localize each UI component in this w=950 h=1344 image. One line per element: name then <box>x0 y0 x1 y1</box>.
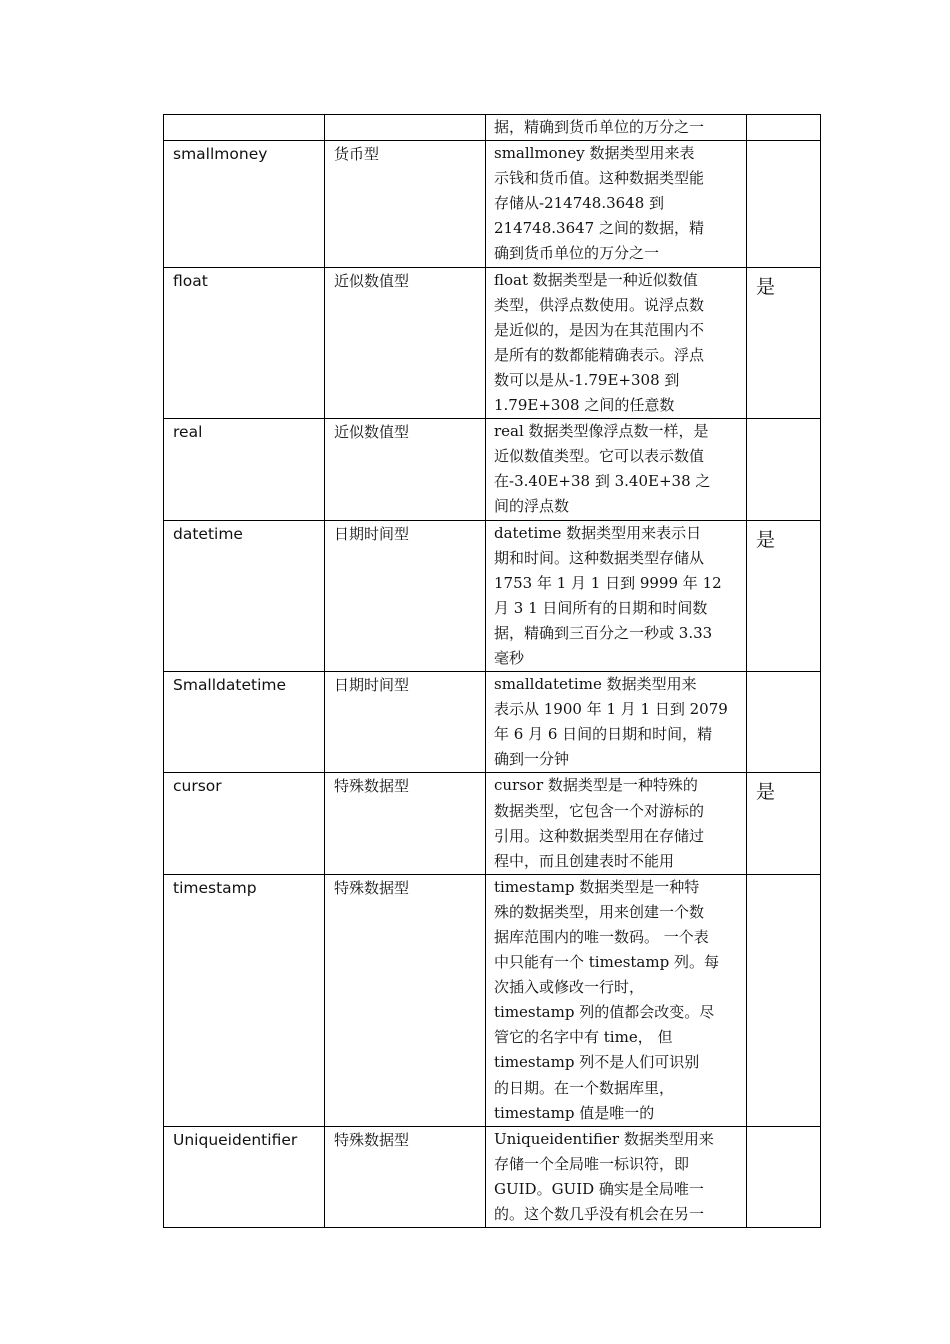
type-description: float 数据类型是一种近似数值 类型，供浮点数使用。说浮点数 是近似的，是因为在其范围内不 是所有的数都能精确表示。浮点 数可以是从-1.79E+308 到 1.79E+308 之间的任意数 <box>494 270 705 415</box>
type-description: 据，精确到货币单位的万分之一 <box>494 118 705 136</box>
type-name: smallmoney <box>173 145 268 164</box>
type-name: cursor <box>173 777 222 796</box>
type-flag <box>747 875 820 882</box>
type-flag <box>747 115 820 122</box>
type-name-cell <box>164 115 325 141</box>
type-category: 近似数值型 <box>334 271 410 290</box>
type-name-cell <box>164 874 325 1126</box>
table-row <box>164 520 821 672</box>
type-flag-cell <box>747 141 821 267</box>
type-description-cell <box>486 115 747 141</box>
type-description-cell <box>486 520 747 672</box>
type-category-cell <box>325 115 486 141</box>
type-category-cell <box>325 874 486 1126</box>
type-description-cell <box>486 267 747 419</box>
type-flag <box>747 419 820 426</box>
type-description-cell <box>486 141 747 267</box>
type-description: smalldatetime 数据类型用来 表示从 1900 年 1 月 1 日到 2079 年 6 月 6 日间的日期和时间，精 确到一分钟 <box>494 675 728 769</box>
type-category: 近似数值型 <box>334 423 410 442</box>
type-description: Uniqueidentifier 数据类型用来 存储一个全局唯一标识符，即 GUID。GUID 确实是全局唯一 的。这个数几乎没有机会在另一 <box>494 1129 714 1224</box>
type-name: Uniqueidentifier <box>173 1130 298 1149</box>
type-name-cell <box>164 267 325 419</box>
type-name-cell <box>164 773 325 874</box>
type-description-cell <box>486 773 747 874</box>
type-description-cell <box>486 419 747 520</box>
type-description-cell <box>486 1126 747 1227</box>
type-flag <box>747 1127 820 1134</box>
type-category: 日期时间型 <box>334 524 410 543</box>
type-name-cell <box>164 672 325 773</box>
type-flag-cell <box>747 672 821 773</box>
type-description: datetime 数据类型用来表示日 期和时间。这种数据类型存储从 1753 年 1 月 1 日到 9999 年 12 月 3 1 日间所有的日期和时间数 据，精确到三百分之一秒或 3.33 毫秒 <box>494 523 722 667</box>
type-flag <box>747 141 820 148</box>
table-row <box>164 419 821 520</box>
type-description: timestamp 数据类型是一种特 殊的数据类型，用来创建一个数 据库范围内的唯一数码。 一个表 中只能有一个 timestamp 列。每 次插入或修改一行时， timestamp 列的值都会改变。尽 管它的名字中有 time， 但 timestamp 列不是人们可识别 的日期。在一个数据库里， timestamp 值是唯一的 <box>494 877 719 1122</box>
type-name-cell <box>164 419 325 520</box>
type-description: real 数据类型像浮点数一样，是 近似数值类型。它可以表示数值 在-3.40E+38 到 3.40E+38 之 间的浮点数 <box>494 422 711 516</box>
type-name-cell <box>164 141 325 267</box>
type-category-cell <box>325 419 486 520</box>
data-type-table <box>163 114 821 1228</box>
type-description-cell <box>486 874 747 1126</box>
type-category: 特殊数据型 <box>334 777 410 796</box>
type-category: 日期时间型 <box>334 676 410 695</box>
table-row <box>164 874 821 1126</box>
type-name: float <box>173 271 208 290</box>
type-description: smallmoney 数据类型用来表 示钱和货币值。这种数据类型能 存储从-214748.3648 到 214748.3647 之间的数据，精 确到货币单位的万分之一 <box>494 144 705 263</box>
type-name: timestamp <box>173 878 257 897</box>
type-flag: 是 <box>756 275 776 298</box>
type-flag <box>747 672 820 679</box>
table-row <box>164 1126 821 1227</box>
table-row <box>164 773 821 874</box>
type-category: 货币型 <box>334 145 380 164</box>
type-category-cell <box>325 520 486 672</box>
table-row <box>164 141 821 267</box>
table-row <box>164 267 821 419</box>
type-name: real <box>173 423 203 442</box>
type-category: 特殊数据型 <box>334 1130 410 1149</box>
type-flag: 是 <box>756 781 776 804</box>
type-name-cell <box>164 520 325 672</box>
type-name: Smalldatetime <box>173 676 287 695</box>
type-flag: 是 <box>756 528 776 551</box>
type-flag-cell <box>747 115 821 141</box>
type-name: datetime <box>173 524 243 543</box>
type-category <box>325 115 485 116</box>
type-name <box>164 115 324 116</box>
type-category-cell <box>325 267 486 419</box>
type-description: cursor 数据类型是一种特殊的 数据类型，它包含一个对游标的 引用。这种数据类型用在存储过 程中，而且创建表时不能用 <box>494 776 705 870</box>
table-row <box>164 115 821 141</box>
type-category: 特殊数据型 <box>334 878 410 897</box>
type-flag-cell <box>747 520 821 672</box>
type-flag-cell <box>747 874 821 1126</box>
type-flag-cell <box>747 267 821 419</box>
type-name-cell <box>164 1126 325 1227</box>
type-flag-cell <box>747 419 821 520</box>
type-description-cell <box>486 672 747 773</box>
type-flag-cell <box>747 773 821 874</box>
type-category-cell <box>325 773 486 874</box>
type-category-cell <box>325 141 486 267</box>
type-flag-cell <box>747 1126 821 1227</box>
table-row <box>164 672 821 773</box>
type-category-cell <box>325 672 486 773</box>
type-category-cell <box>325 1126 486 1227</box>
